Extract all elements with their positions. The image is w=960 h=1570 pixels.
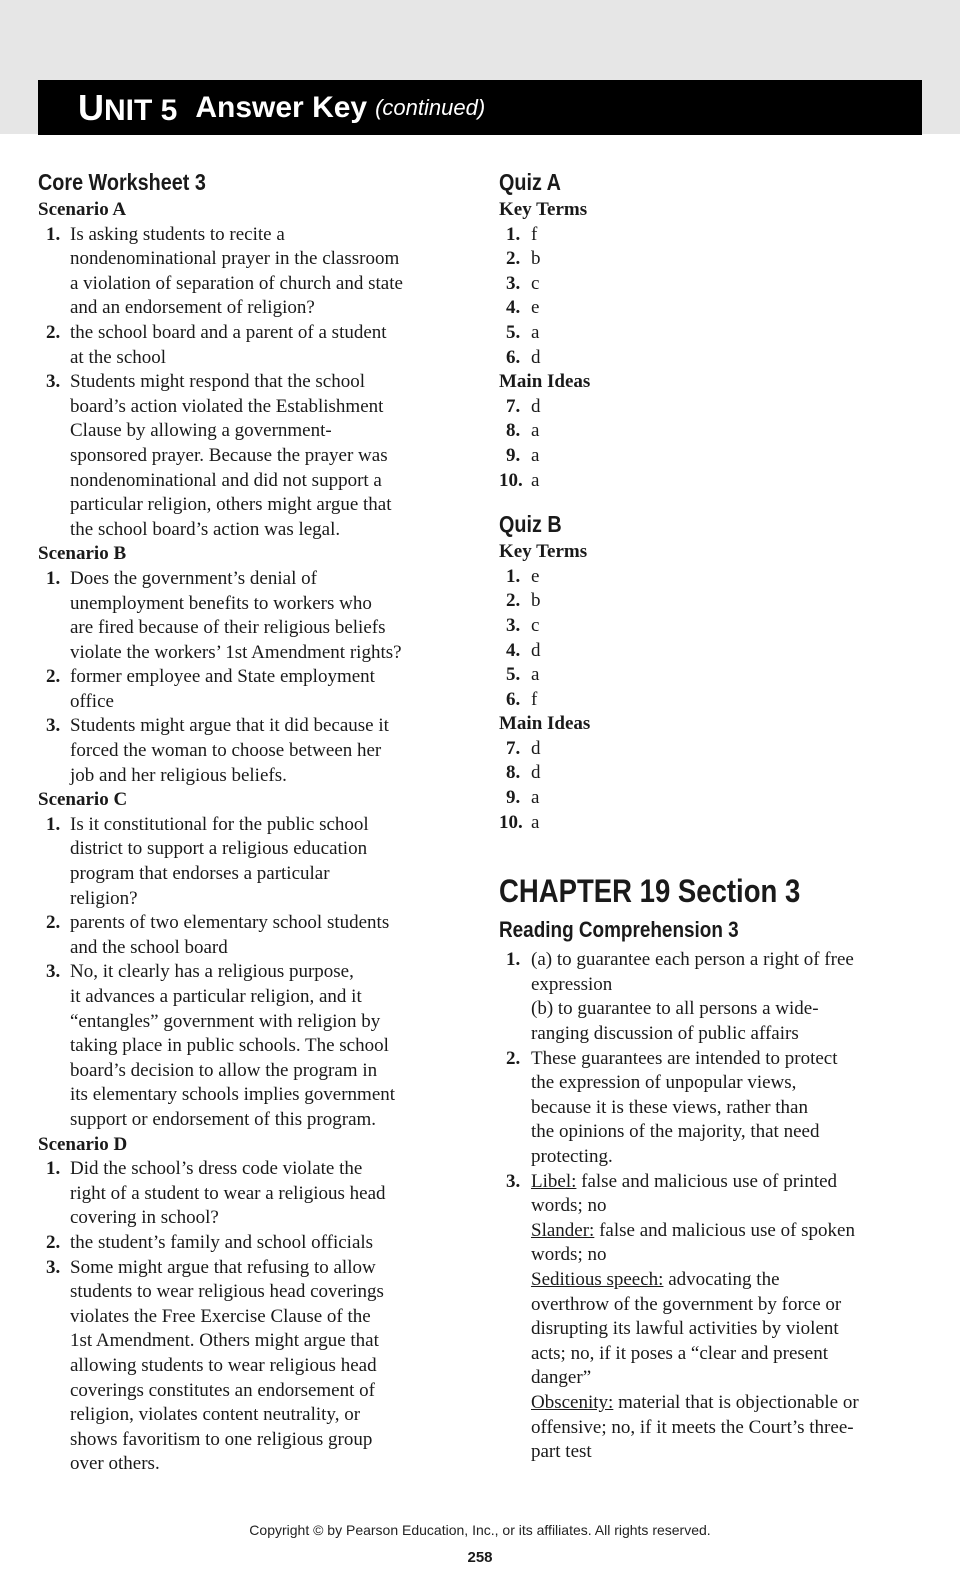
item-text-line: religion? bbox=[70, 887, 138, 909]
definition-text: ranging discussion of public affairs bbox=[531, 1023, 799, 1045]
answer-number: 5. bbox=[506, 664, 521, 686]
answer-item bbox=[38, 1256, 468, 1477]
quiz-answer bbox=[499, 614, 924, 639]
answer-letter: a bbox=[531, 664, 540, 686]
item-number: 2. bbox=[46, 321, 61, 343]
item-text-line: religion, violates content neutrality, or bbox=[70, 1404, 361, 1426]
item-text-line: the student’s family and school officials bbox=[70, 1231, 374, 1253]
quiz-a-title: Quiz A bbox=[499, 169, 561, 195]
answer-item bbox=[38, 714, 468, 788]
item-text-line: taking place in public schools. The school bbox=[70, 1035, 389, 1057]
item-text-line bbox=[531, 1391, 924, 1416]
term-label: Slander: bbox=[531, 1219, 595, 1241]
definition-text: material that is objectionable or bbox=[613, 1391, 859, 1413]
definition-text: protecting. bbox=[531, 1146, 613, 1167]
item-text-line: board’s decision to allow the program in bbox=[70, 1059, 378, 1081]
quiz-answer bbox=[499, 419, 924, 444]
scenario-label: Scenario B bbox=[38, 543, 127, 565]
item-text-line: its elementary schools implies government bbox=[70, 1084, 396, 1106]
quiz-answer bbox=[499, 223, 924, 248]
answer-letter: e bbox=[531, 565, 540, 587]
definition-text: (a) to guarantee each person a right of free bbox=[531, 949, 854, 971]
definition-text: expression bbox=[531, 973, 613, 995]
item-text-line: office bbox=[70, 690, 114, 712]
item-number: 3. bbox=[506, 1170, 521, 1192]
answer-number: 7. bbox=[506, 737, 521, 759]
term-label: Seditious speech: bbox=[531, 1268, 664, 1290]
answer-item bbox=[38, 1157, 468, 1231]
answer-letter: f bbox=[531, 223, 538, 245]
term-label: Libel: bbox=[531, 1170, 577, 1192]
quiz-answer bbox=[499, 761, 924, 786]
definition-text: advocating the bbox=[663, 1268, 780, 1290]
item-text-line: the school board and a parent of a student bbox=[70, 321, 387, 343]
item-text-line: shows favoritism to one religious group bbox=[70, 1428, 373, 1450]
item-text-line: Students might respond that the school bbox=[70, 371, 366, 393]
answer-letter: c bbox=[531, 614, 540, 636]
comprehension-item bbox=[499, 1047, 924, 1170]
definition-text: offensive; no, if it meets the Court’s three- bbox=[531, 1416, 854, 1438]
item-number: 3. bbox=[46, 715, 61, 737]
quiz-answer bbox=[499, 346, 924, 371]
answer-letter: a bbox=[531, 811, 540, 833]
answer-number: 3. bbox=[506, 272, 521, 294]
item-text-line bbox=[531, 1120, 924, 1145]
item-text-line: at the school bbox=[70, 346, 167, 368]
item-text-line: right of a student to wear a religious head bbox=[70, 1182, 386, 1204]
item-text-line bbox=[531, 1071, 924, 1096]
item-text-line: 1st Amendment. Others might argue that bbox=[70, 1330, 379, 1352]
scenario-label: Scenario D bbox=[38, 1133, 128, 1155]
scenario-list bbox=[38, 198, 468, 1477]
comprehension-item bbox=[499, 948, 924, 1046]
answer-number: 2. bbox=[506, 248, 521, 270]
item-text-line bbox=[531, 1194, 924, 1219]
answer-item bbox=[38, 665, 468, 714]
quiz-b bbox=[499, 509, 924, 835]
item-number: 2. bbox=[46, 912, 61, 934]
answer-number: 7. bbox=[506, 395, 521, 417]
item-number: 2. bbox=[46, 666, 61, 688]
definition-text: acts; no, if it poses a “clear and present bbox=[531, 1342, 829, 1364]
answer-letter: a bbox=[531, 420, 540, 442]
answer-number: 4. bbox=[506, 297, 521, 319]
answer-number: 2. bbox=[506, 590, 521, 612]
answer-item bbox=[38, 321, 468, 370]
answer-number: 4. bbox=[506, 639, 521, 661]
answer-letter: d bbox=[531, 346, 541, 368]
item-text-line: covering in school? bbox=[70, 1207, 219, 1229]
item-number: 3. bbox=[46, 1256, 61, 1278]
quiz-a-key-terms-label: Key Terms bbox=[499, 199, 588, 220]
item-number: 1. bbox=[46, 567, 61, 589]
answer-number: 1. bbox=[506, 223, 521, 245]
item-text-line: job and her religious beliefs. bbox=[70, 764, 287, 786]
item-text-line: board’s action violated the Establishment bbox=[70, 395, 384, 417]
chapter-title: CHAPTER 19 Section 3 bbox=[499, 873, 801, 910]
quiz-a bbox=[499, 167, 924, 493]
answer-item bbox=[38, 960, 468, 1132]
item-text-line: sponsored prayer. Because the prayer was bbox=[70, 444, 388, 466]
item-text-line: violate the workers’ 1st Amendment rights? bbox=[70, 641, 402, 663]
answer-letter: d bbox=[531, 639, 541, 661]
worksheet-title: Core Worksheet 3 bbox=[38, 169, 206, 195]
answer-letter: a bbox=[531, 787, 540, 809]
quiz-b-key-terms-label: Key Terms bbox=[499, 541, 588, 563]
answer-number: 5. bbox=[506, 321, 521, 343]
answer-item bbox=[38, 911, 468, 960]
definition-text: false and malicious use of printed bbox=[576, 1170, 838, 1192]
definition-text: false and malicious use of spoken bbox=[594, 1219, 855, 1241]
answer-letter: c bbox=[531, 272, 540, 294]
answer-number: 3. bbox=[506, 614, 521, 636]
item-text-line: unemployment benefits to workers who bbox=[70, 592, 372, 614]
item-text-line: allowing students to wear religious head bbox=[70, 1354, 377, 1376]
quiz-answer bbox=[499, 737, 924, 762]
item-text-line bbox=[531, 1170, 924, 1195]
item-number: 1. bbox=[46, 813, 61, 835]
quiz-a-main-ideas bbox=[499, 395, 924, 493]
item-text-line: Is asking students to recite a bbox=[70, 223, 285, 245]
definition-text: danger” bbox=[531, 1367, 592, 1389]
quiz-answer bbox=[499, 639, 924, 664]
quiz-answer bbox=[499, 469, 924, 494]
answer-letter: b bbox=[531, 248, 541, 270]
quiz-answer bbox=[499, 565, 924, 590]
item-number: 3. bbox=[46, 371, 61, 393]
item-text-line bbox=[531, 1268, 924, 1293]
item-text-line bbox=[531, 1440, 924, 1465]
item-text-line: Is it constitutional for the public school bbox=[70, 813, 369, 835]
item-number: 2. bbox=[46, 1231, 61, 1253]
answer-letter: d bbox=[531, 737, 541, 759]
item-text-line: “entangles” government with religion by bbox=[70, 1010, 381, 1032]
quiz-answer bbox=[499, 395, 924, 420]
quiz-answer bbox=[499, 688, 924, 713]
quiz-a-main-ideas-label: Main Ideas bbox=[499, 371, 591, 393]
item-text-line bbox=[531, 1022, 924, 1047]
answer-number: 6. bbox=[506, 346, 521, 368]
item-text-line: support or endorsement of this program. bbox=[70, 1108, 377, 1130]
answer-letter: a bbox=[531, 469, 540, 491]
definition-text: These guarantees are intended to protect bbox=[531, 1047, 838, 1069]
item-text-line: are fired because of their religious beliefs bbox=[70, 617, 386, 639]
quiz-b-main-ideas bbox=[499, 737, 924, 835]
left-column bbox=[38, 167, 468, 1477]
item-text-line bbox=[531, 1145, 924, 1170]
item-text-line: and an endorsement of religion? bbox=[70, 297, 315, 319]
answer-letter: f bbox=[531, 688, 538, 710]
item-text-line bbox=[531, 948, 924, 973]
answer-number: 6. bbox=[506, 688, 521, 710]
item-text-line: former employee and State employment bbox=[70, 666, 375, 688]
item-number: 3. bbox=[46, 961, 61, 983]
item-text-line: forced the woman to choose between her bbox=[70, 740, 382, 762]
answer-item bbox=[38, 567, 468, 665]
quiz-answer bbox=[499, 663, 924, 688]
answer-number: 10. bbox=[499, 811, 523, 833]
item-number: 2. bbox=[506, 1047, 521, 1069]
answer-number: 10. bbox=[499, 469, 523, 491]
item-text-line: particular religion, others might argue that bbox=[70, 494, 392, 516]
definition-text: disrupting its lawful activities by violent bbox=[531, 1318, 839, 1340]
quiz-a-key-terms bbox=[499, 223, 924, 371]
reading-comprehension-items bbox=[499, 948, 924, 1464]
answer-number: 8. bbox=[506, 420, 521, 442]
item-text-line: it advances a particular religion, and it bbox=[70, 986, 362, 1007]
unit-label: UNIT 5 bbox=[78, 86, 178, 128]
comprehension-item bbox=[499, 1170, 924, 1465]
item-text-line bbox=[531, 1342, 924, 1367]
answer-number: 9. bbox=[506, 444, 521, 466]
reading-comprehension-title: Reading Comprehension 3 bbox=[499, 917, 739, 943]
item-text-line bbox=[531, 1243, 924, 1268]
term-label: Obscenity: bbox=[531, 1391, 614, 1413]
quiz-answer bbox=[499, 321, 924, 346]
item-text-line bbox=[531, 1047, 924, 1072]
item-text-line bbox=[531, 1366, 924, 1391]
item-text-line bbox=[531, 1317, 924, 1342]
answer-letter: e bbox=[531, 297, 540, 319]
answer-letter: a bbox=[531, 321, 540, 343]
item-text-line: nondenominational and did not support a bbox=[70, 469, 382, 491]
answer-item bbox=[38, 223, 468, 321]
answer-letter: a bbox=[531, 444, 540, 466]
item-text-line: No, it clearly has a religious purpose, bbox=[70, 961, 354, 983]
item-text-line: Some might argue that refusing to allow bbox=[70, 1256, 376, 1278]
item-text-line bbox=[531, 1096, 924, 1121]
title-bar bbox=[38, 80, 922, 135]
quiz-answer bbox=[499, 444, 924, 469]
item-text-line: nondenominational prayer in the classroom bbox=[70, 248, 400, 270]
answer-number: 8. bbox=[506, 762, 521, 784]
item-text-line bbox=[531, 1219, 924, 1244]
copyright-footer: Copyright © by Pearson Education, Inc., or its affiliates. All rights reserved. bbox=[249, 1522, 711, 1538]
item-text-line: students to wear religious head coverings bbox=[70, 1281, 384, 1303]
quiz-answer bbox=[499, 589, 924, 614]
item-number: 1. bbox=[46, 1158, 61, 1180]
item-number: 1. bbox=[506, 949, 521, 971]
item-text-line bbox=[531, 997, 924, 1022]
item-text-line: Did the school’s dress code violate the bbox=[70, 1158, 363, 1180]
item-text-line: Students might argue that it did because it bbox=[70, 715, 389, 737]
quiz-answer bbox=[499, 296, 924, 321]
quiz-b-key-terms bbox=[499, 565, 924, 713]
answer-number: 1. bbox=[506, 565, 521, 587]
item-text-line: Clause by allowing a government- bbox=[70, 420, 332, 442]
quiz-answer bbox=[499, 811, 924, 836]
answer-letter: d bbox=[531, 762, 541, 784]
answer-number: 9. bbox=[506, 787, 521, 809]
item-text-line bbox=[531, 1416, 924, 1441]
item-text-line: district to support a religious education bbox=[70, 838, 368, 860]
definition-text: words; no bbox=[531, 1195, 607, 1217]
definition-text: the opinions of the majority, that need bbox=[531, 1121, 820, 1143]
item-text-line: Does the government’s denial of bbox=[70, 567, 317, 589]
definition-text: words; no bbox=[531, 1244, 607, 1266]
item-text-line bbox=[531, 1293, 924, 1318]
item-text-line bbox=[531, 973, 924, 998]
definition-text: the expression of unpopular views, bbox=[531, 1072, 797, 1094]
item-text-line: and the school board bbox=[70, 936, 228, 958]
item-text-line: the school board’s action was legal. bbox=[70, 518, 341, 540]
answer-key-label: Answer Key bbox=[195, 90, 368, 124]
quiz-b-title: Quiz B bbox=[499, 511, 562, 538]
item-text-line: a violation of separation of church and state bbox=[70, 272, 403, 294]
item-text-line: violates the Free Exercise Clause of the bbox=[70, 1305, 371, 1327]
definition-text: (b) to guarantee to all persons a wide- bbox=[531, 998, 819, 1020]
quiz-answer bbox=[499, 247, 924, 272]
definition-text: overthrow of the government by force or bbox=[531, 1293, 842, 1315]
scenario-label: Scenario A bbox=[38, 199, 127, 220]
right-column bbox=[499, 167, 924, 1465]
scenario-label: Scenario C bbox=[38, 789, 128, 811]
definition-text: part test bbox=[531, 1441, 592, 1463]
quiz-b-main-ideas-label: Main Ideas bbox=[499, 713, 591, 735]
item-text-line: coverings constitutes an endorsement of bbox=[70, 1379, 375, 1401]
quiz-answer bbox=[499, 272, 924, 297]
answer-item bbox=[38, 370, 468, 542]
answer-letter: d bbox=[531, 395, 541, 417]
continued-label: (continued) bbox=[375, 94, 486, 120]
item-text-line: program that endorses a particular bbox=[70, 863, 330, 885]
answer-letter: b bbox=[531, 590, 541, 612]
item-text-line: over others. bbox=[70, 1453, 160, 1475]
answer-item bbox=[38, 813, 468, 911]
definition-text: because it is these views, rather than bbox=[531, 1096, 808, 1118]
item-number: 1. bbox=[46, 223, 61, 245]
item-text-line: parents of two elementary school students bbox=[70, 912, 390, 934]
answer-item bbox=[38, 1231, 468, 1256]
page-number: 258 bbox=[467, 1549, 493, 1566]
quiz-answer bbox=[499, 786, 924, 811]
